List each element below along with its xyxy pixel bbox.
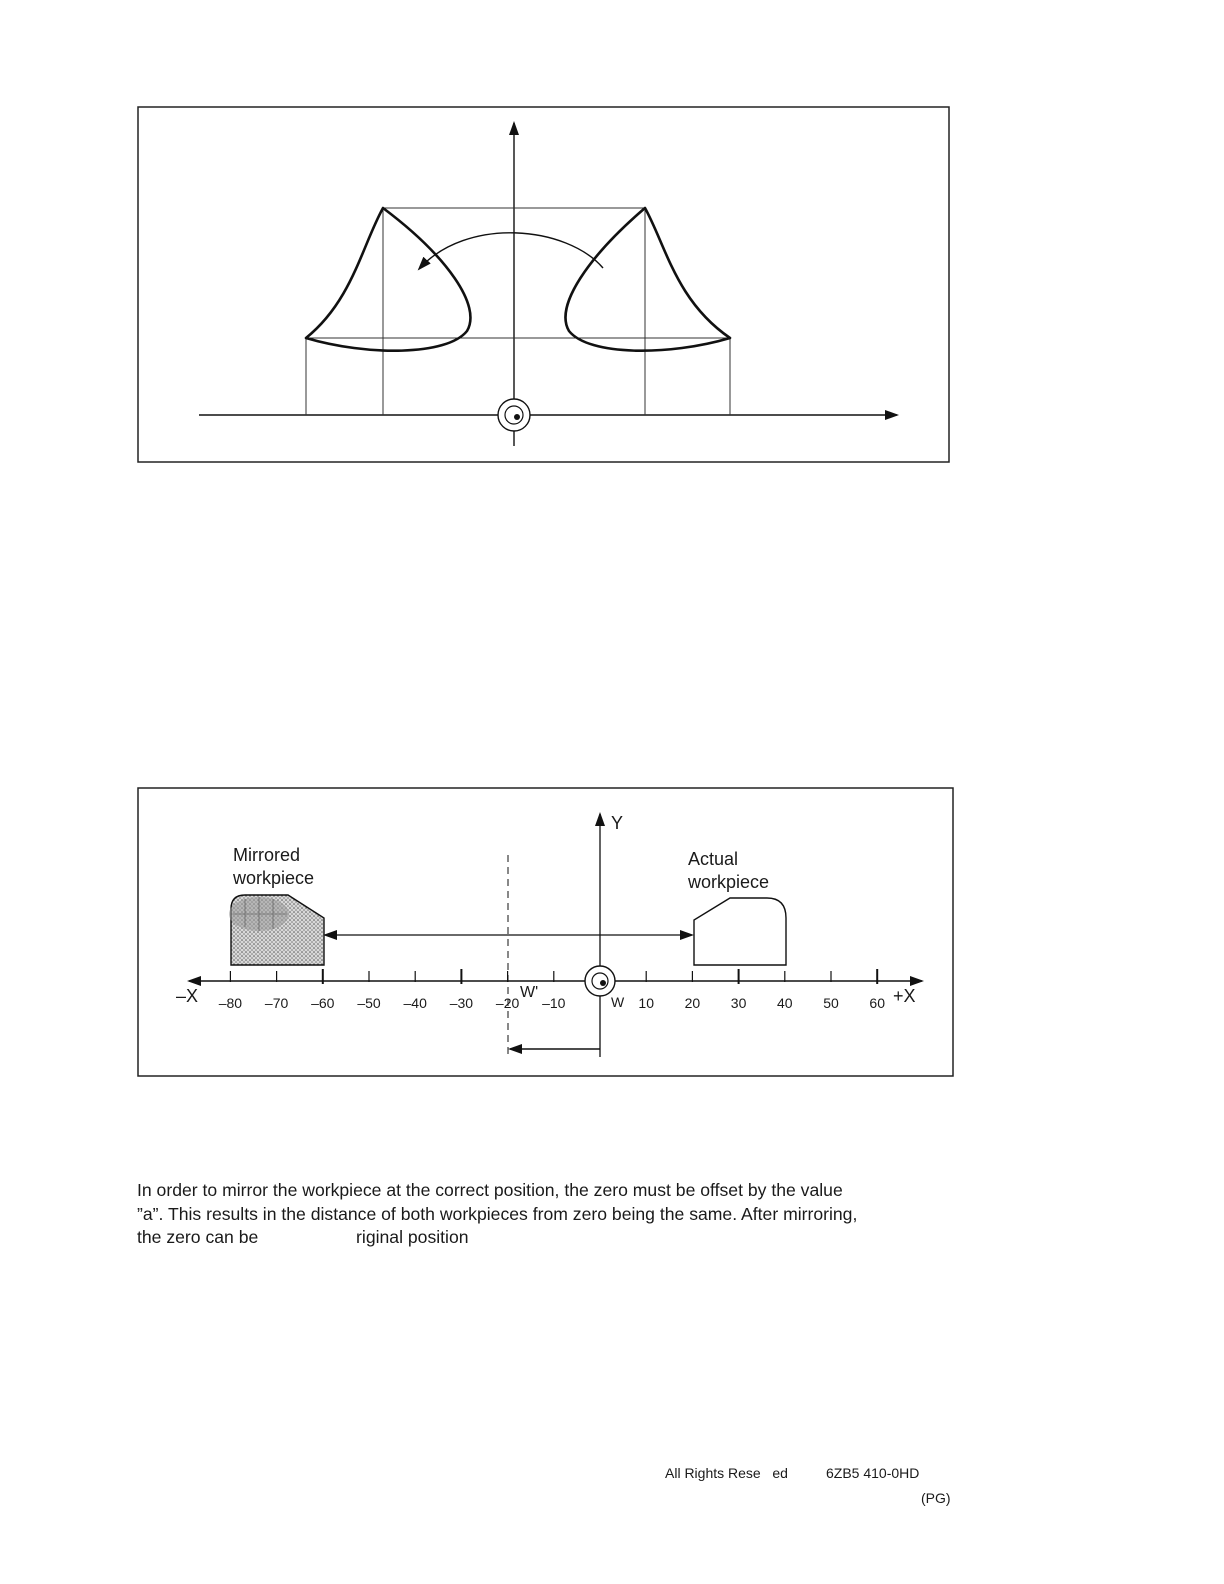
y-axis-label: Y [611, 813, 624, 833]
mirror-offset-diagram [137, 787, 955, 1079]
tick-label: –10 [542, 995, 566, 1011]
workpiece-zero-icon [498, 399, 530, 431]
origin-label: W [611, 994, 625, 1010]
neg-x-label: –X [176, 986, 199, 1006]
tick-label: 30 [730, 995, 747, 1011]
tick-label: –50 [357, 995, 381, 1011]
mirrored-label-line1: Mirrored [233, 845, 301, 865]
original-contour [566, 208, 730, 351]
footer-pg: (PG) [921, 1490, 951, 1506]
actual-workpiece [694, 898, 786, 965]
figure-frame [138, 107, 949, 462]
tick-label: 50 [823, 995, 839, 1011]
footer-order-code: 6ZB5 410-0HD [826, 1465, 920, 1481]
tick-label: 60 [869, 995, 885, 1011]
tick-label: –40 [403, 995, 427, 1011]
paragraph-line-3: the zero can be riginal position [137, 1227, 469, 1247]
pos-x-label: +X [893, 986, 916, 1006]
tick-label: 10 [638, 995, 654, 1011]
mirrored-contour [306, 208, 470, 351]
x-axis-ticks [219, 969, 885, 1011]
rotation-diagram [137, 106, 951, 466]
tick-label: –80 [218, 995, 243, 1011]
tick-label: –70 [264, 995, 289, 1011]
tick-label: 20 [684, 995, 701, 1011]
mirrored-label-line2: workpiece [233, 868, 315, 888]
actual-label-line1: Actual [688, 849, 739, 869]
explanation-paragraph [137, 1179, 937, 1250]
tick-label: –20 [495, 995, 520, 1011]
rotation-arrow [419, 233, 603, 269]
tick-label: –60 [311, 995, 335, 1011]
actual-label-line2: workpiece [688, 872, 770, 892]
tick-label: –30 [449, 995, 474, 1011]
offset-origin-label: W' [520, 984, 539, 1001]
footer-rights: All Rights Rese ed [665, 1465, 788, 1481]
paragraph-line-1: In order to mirror the workpiece at the correct position, the zero must be offset by the value [137, 1180, 843, 1200]
paragraph-line-2: ”a”. This results in the distance of both workpieces from zero being the same. After mirroring, [137, 1203, 858, 1224]
tick-label: 40 [777, 995, 793, 1011]
workpiece-zero-icon [585, 966, 615, 996]
